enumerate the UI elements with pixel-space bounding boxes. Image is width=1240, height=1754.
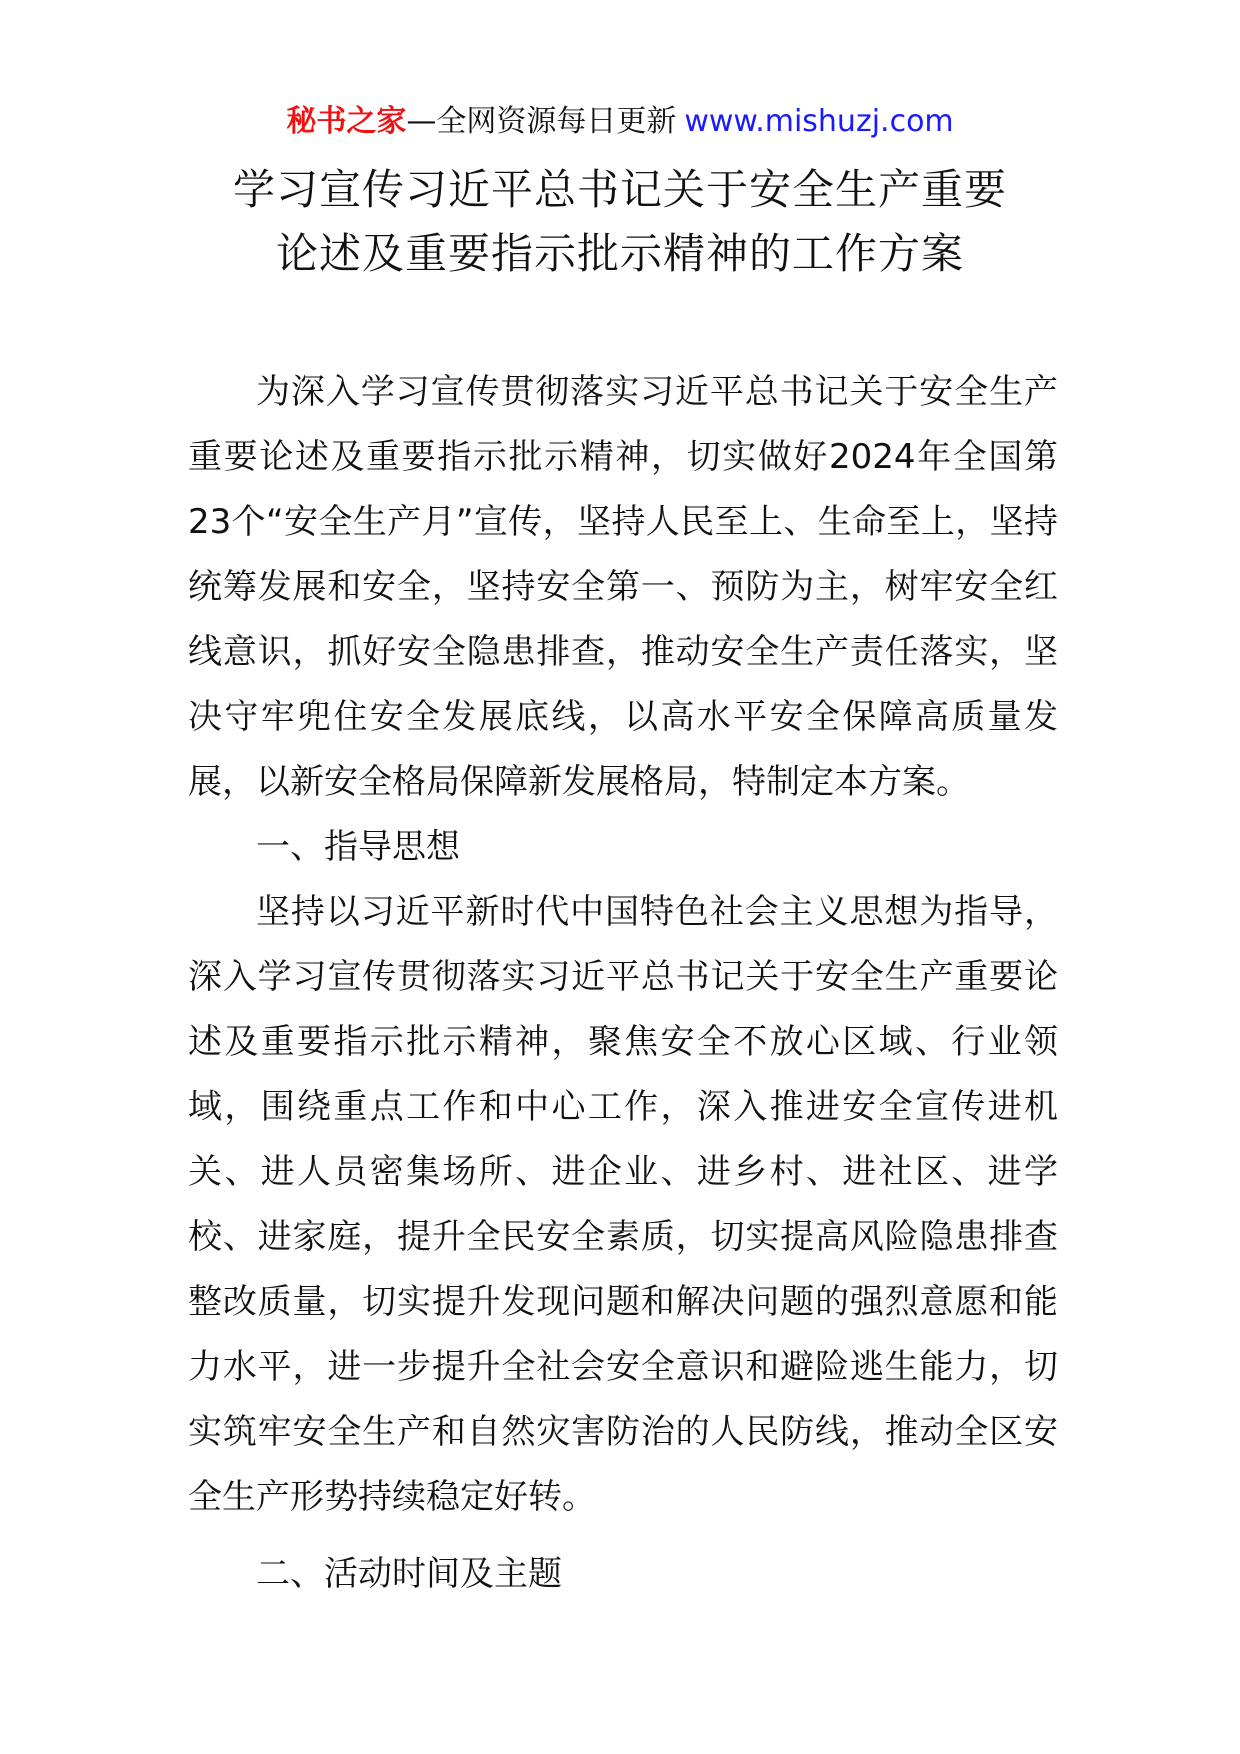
title-line-2: 论述及重要指示批示精神的工作方案 xyxy=(275,229,964,278)
brand-name: 秘书之家 xyxy=(286,104,407,139)
section-2-heading: 二、活动时间及主题 xyxy=(256,1554,562,1594)
title-line-1: 学习宣传习近平总书记关于安全生产重要 xyxy=(232,165,1007,214)
site-header xyxy=(0,100,1240,144)
document-title xyxy=(0,158,1240,286)
site-url-link[interactable]: www.mishuzj.com xyxy=(684,104,954,139)
section-1-heading: 一、指导思想 xyxy=(256,827,460,867)
header-tagline: —全网资源每日更新 xyxy=(406,104,677,139)
document-body xyxy=(188,360,1058,1607)
section-1-paragraph: 坚持以习近平新时代中国特色社会主义思想为指导，深入学习宣传贯彻落实习近平总书记关于安全生产重要论述及重要指示批示精神，聚焦安全不放心区域、行业领域，围绕重点工作和中心工作，深入推进安全宣传进机关、进人员密集场所、进企业、进乡村、进社区、进学校、进家庭，提升全民安全素质，切实提高风险隐患排查整改质量，切实提升发现问题和解决问题的强烈意愿和能力水平，进一步提升全社会安全意识和避险逃生能力，切实筑牢安全生产和自然灾害防治的人民防线，推动全区安全生产形势持续稳定好转。 xyxy=(188,892,1058,1517)
intro-paragraph: 为深入学习宣传贯彻落实习近平总书记关于安全生产重要论述及重要指示批示精神，切实做好2024年全国第23个“安全生产月”宣传，坚持人民至上、生命至上，坚持统筹发展和安全，坚持安全第一、预防为主，树牢安全红线意识，抓好安全隐患排查，推动安全生产责任落实，坚决守牢兜住安全发展底线，以高水平安全保障高质量发展，以新安全格局保障新发展格局，特制定本方案。 xyxy=(188,372,1058,802)
